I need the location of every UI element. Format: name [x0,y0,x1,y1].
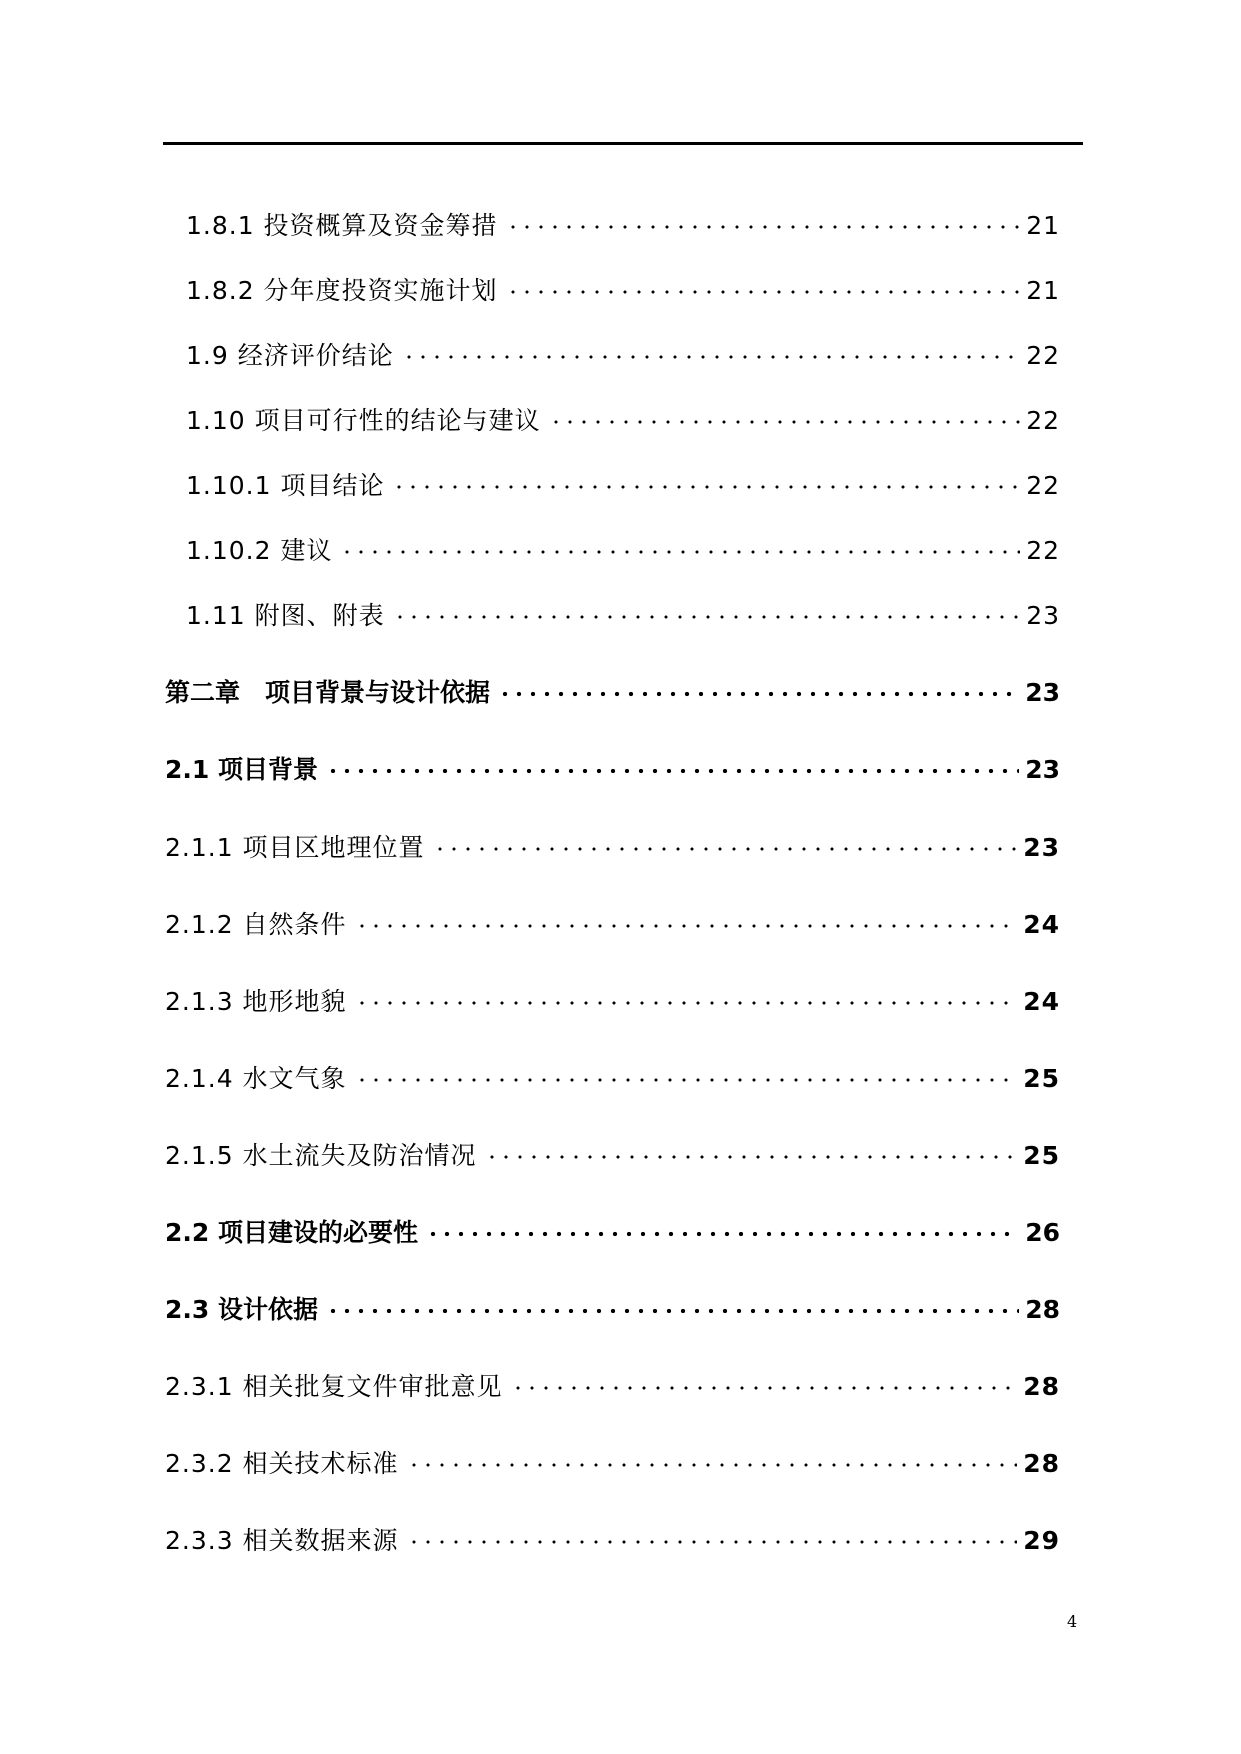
toc-entry-page: 22 [1026,471,1060,500]
toc-entry-label: 2.1 项目背景 [165,755,318,784]
toc-entry-page: 24 [1023,910,1060,939]
toc-entry-label: 2.1.2 自然条件 [165,910,347,939]
toc-entry-label: 1.9 经济评价结论 [186,341,394,370]
toc-entry-page: 26 [1025,1218,1060,1247]
toc-entry-label: 第二章 项目背景与设计依据 [165,678,491,707]
toc-entry-page: 23 [1025,678,1060,707]
toc-entry-label: 1.8.1 投资概算及资金筹措 [186,211,498,240]
toc-entry-page: 23 [1025,755,1060,784]
toc-entry-label: 2.3 设计依据 [165,1295,318,1324]
toc-entry-label: 1.10 项目可行性的结论与建议 [186,406,541,435]
toc-entry-label: 2.1.1 项目区地理位置 [165,833,425,862]
toc-entry[interactable] [186,466,1060,502]
toc-entry-label: 2.3.2 相关技术标准 [165,1449,399,1478]
dot-leader [511,1370,1018,1395]
toc-entry-label: 2.1.5 水土流失及防治情况 [165,1141,477,1170]
toc-entry[interactable] [165,1521,1060,1557]
dot-leader [498,676,1019,701]
dot-leader [549,404,1021,429]
dot-leader [326,1293,1019,1318]
toc-entry-page: 28 [1025,1295,1060,1324]
header-rule [163,142,1083,145]
toc-chapter-entry[interactable] [165,673,1060,709]
toc-entry[interactable] [165,1059,1060,1095]
toc-entry-page: 28 [1023,1372,1060,1401]
dot-leader [340,534,1020,559]
toc-entry-page: 22 [1026,536,1060,565]
toc-entry-label: 1.10.2 建议 [186,536,333,565]
dot-leader [355,985,1018,1010]
toc-section-entry[interactable] [165,750,1060,786]
toc-entry[interactable] [165,1367,1060,1403]
toc-entry[interactable] [165,828,1060,864]
toc-entry-label: 1.8.2 分年度投资实施计划 [186,276,498,305]
toc-entry[interactable] [165,1136,1060,1172]
toc-entry[interactable] [186,401,1060,437]
toc-entry-page: 29 [1023,1526,1060,1555]
dot-leader [506,209,1021,234]
dot-leader [407,1447,1018,1472]
dot-leader [402,339,1020,364]
dot-leader [433,831,1018,856]
toc-entry[interactable] [186,336,1060,372]
toc-entry-page: 21 [1026,211,1060,240]
toc-entry-label: 2.3.1 相关批复文件审批意见 [165,1372,503,1401]
dot-leader [506,274,1021,299]
toc-entry-label: 2.1.3 地形地貌 [165,987,347,1016]
toc-section-entry[interactable] [165,1213,1060,1249]
toc-entry-label: 2.3.3 相关数据来源 [165,1526,399,1555]
toc-entry-page: 21 [1026,276,1060,305]
toc-entry[interactable] [186,531,1060,567]
toc-entry-label: 2.2 项目建设的必要性 [165,1218,418,1247]
toc-entry-page: 22 [1026,406,1060,435]
dot-leader [392,469,1020,494]
dot-leader [393,599,1021,624]
dot-leader [326,753,1019,778]
toc-entry[interactable] [186,206,1060,242]
toc-entry[interactable] [186,596,1060,632]
toc-entry-page: 25 [1023,1064,1060,1093]
toc-entry[interactable] [165,982,1060,1018]
toc-entry-label: 2.1.4 水文气象 [165,1064,347,1093]
dot-leader [355,908,1018,933]
toc-entry[interactable] [165,905,1060,941]
toc-entry-page: 24 [1023,987,1060,1016]
toc-entry-page: 23 [1023,833,1060,862]
toc-entry[interactable] [186,271,1060,307]
toc-entry-label: 1.10.1 项目结论 [186,471,385,500]
dot-leader [407,1524,1018,1549]
toc-entry-page: 25 [1023,1141,1060,1170]
toc-entry-label: 1.11 附图、附表 [186,601,385,630]
page-number: 4 [1067,1612,1078,1631]
toc-entry-page: 28 [1023,1449,1060,1478]
toc-section-entry[interactable] [165,1290,1060,1326]
toc-entry-page: 22 [1026,341,1060,370]
dot-leader [485,1139,1018,1164]
toc-entry[interactable] [165,1444,1060,1480]
toc-entry-page: 23 [1026,601,1060,630]
dot-leader [355,1062,1018,1087]
dot-leader [426,1216,1019,1241]
